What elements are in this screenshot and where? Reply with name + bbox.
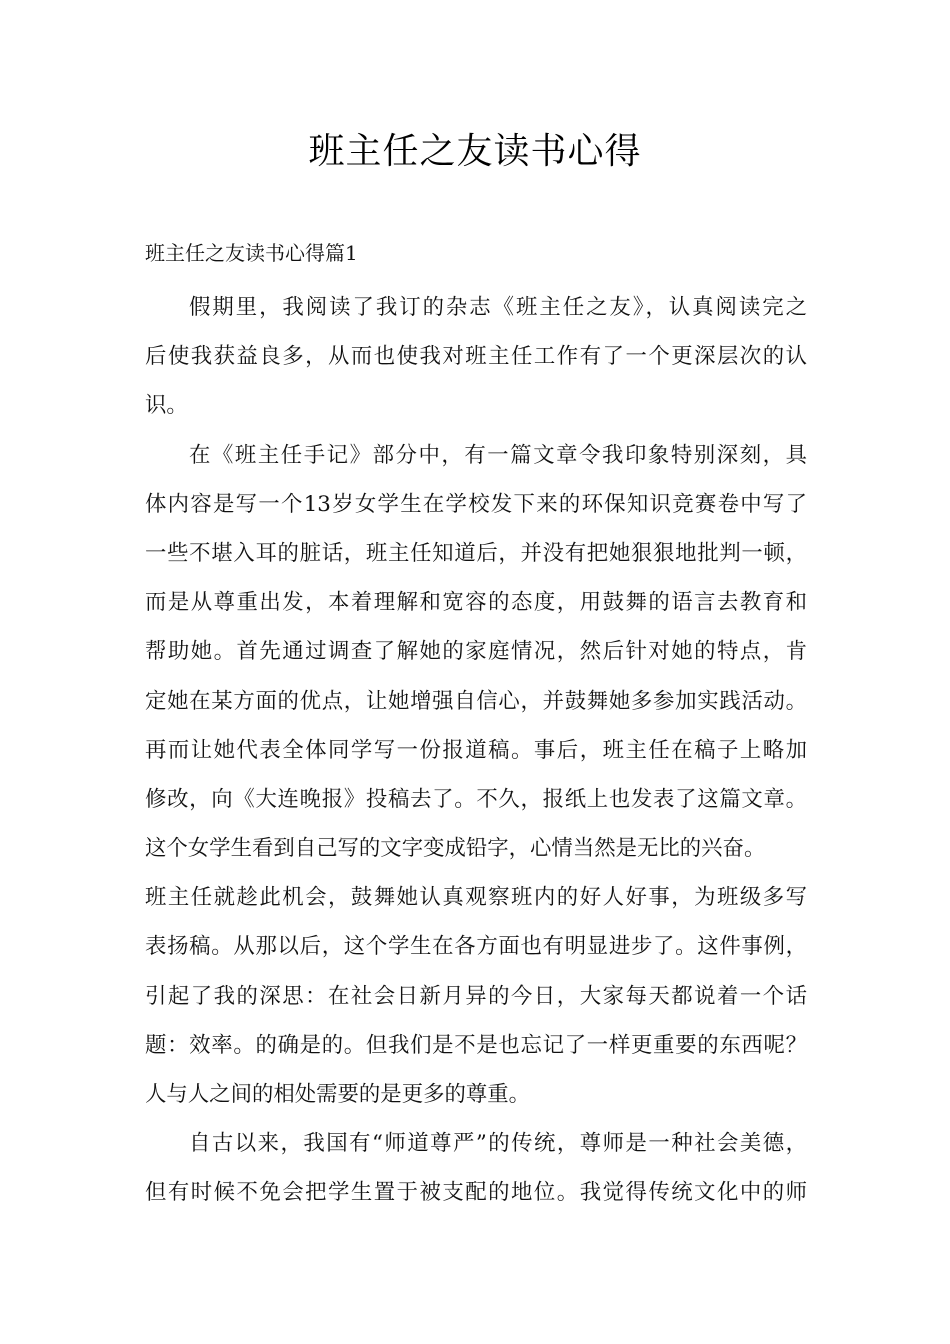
- paragraph-2-line-11: 表扬稿。从那以后，这个学生在各方面也有明显进步了。这件事例，: [145, 934, 807, 960]
- paragraph-2-line-8: 修改，向《大连晚报》投稿去了。不久，报纸上也发表了这篇文章。: [145, 786, 807, 812]
- paragraph-2-line-13: 题：效率。的确是的。但我们是不是也忘记了一样更重要的东西呢？: [145, 1032, 807, 1058]
- section-heading: 班主任之友读书心得篇1: [145, 241, 358, 265]
- paragraph-1-line-3: 识。: [145, 393, 188, 419]
- paragraph-2-line-1: 在《班主任手记》部分中，有一篇文章令我印象特别深刻，具: [189, 442, 807, 468]
- paragraph-2-line-10: 班主任就趁此机会，鼓舞她认真观察班内的好人好事，为班级多写: [145, 885, 807, 911]
- document-body: [145, 283, 807, 1218]
- paragraph-2-line-4: 而是从尊重出发，本着理解和宽容的态度，用鼓舞的语言去教育和: [145, 590, 807, 616]
- paragraph-1-line-1: 假期里，我阅读了我订的杂志《班主任之友》，认真阅读完之: [189, 295, 807, 320]
- paragraph-3-line-1: 自古以来，我国有“师道尊严”的传统，尊师是一种社会美德，: [189, 1131, 807, 1157]
- paragraph-3-line-2: 但有时候不免会把学生置于被支配的地位。我觉得传统文化中的师: [145, 1180, 807, 1206]
- paragraph-1-line-2: 后使我获益良多，从而也使我对班主任工作有了一个更深层次的认: [145, 344, 807, 370]
- paragraph-2-line-12: 引起了我的深思：在社会日新月异的今日，大家每天都说着一个话: [145, 983, 807, 1009]
- paragraph-2-line-7: 再而让她代表全体同学写一份报道稿。事后，班主任在稿子上略加: [145, 737, 807, 763]
- paragraph-2-line-5: 帮助她。首先通过调查了解她的家庭情况，然后针对她的特点，肯: [145, 639, 807, 665]
- document-title: 班主任之友读书心得: [308, 131, 642, 172]
- paragraph-2-line-3: 一些不堪入耳的脏话，班主任知道后，并没有把她狠狠地批判一顿，: [145, 540, 807, 566]
- paragraph-2-line-2: 体内容是写一个13岁女学生在学校发下来的环保知识竞赛卷中写了: [145, 491, 807, 517]
- paragraph-2-line-6: 定她在某方面的优点，让她增强自信心，并鼓舞她多参加实践活动。: [145, 688, 807, 714]
- paragraph-2-line-14: 人与人之间的相处需要的是更多的尊重。: [145, 1082, 531, 1107]
- paragraph-2-line-9: 这个女学生看到自己写的文字变成铅字，心情当然是无比的兴奋。: [145, 836, 766, 862]
